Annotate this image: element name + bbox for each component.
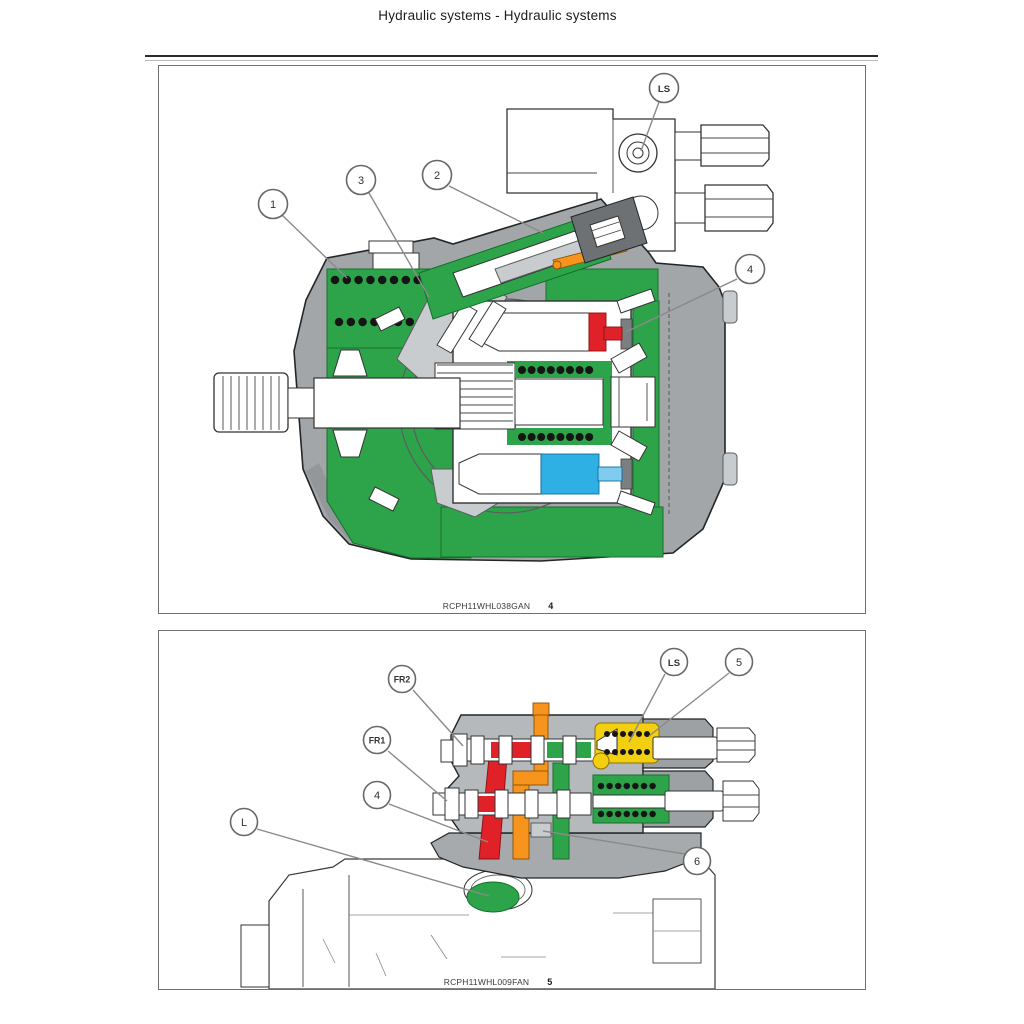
svg-text:2: 2 xyxy=(433,170,441,182)
pump-housing-outline xyxy=(241,855,715,989)
figure-1-number: 4 xyxy=(548,601,554,611)
passage-junction xyxy=(531,823,551,837)
svg-text:4: 4 xyxy=(746,264,754,276)
svg-text:LS: LS xyxy=(657,84,671,95)
header-rule xyxy=(145,55,878,61)
figure-2-drawing xyxy=(159,631,865,989)
figure-1-pump-cross-section xyxy=(158,65,866,614)
figure-2-code: RCPH11WHL009FAN xyxy=(443,977,530,987)
spool-fr2 xyxy=(441,734,597,766)
svg-text:L: L xyxy=(240,817,248,829)
svg-text:3: 3 xyxy=(357,175,365,187)
ls-port-boss xyxy=(619,134,657,172)
svg-text:5: 5 xyxy=(735,657,743,669)
figure-1-code: RCPH11WHL038GAN xyxy=(442,601,531,611)
page-title: Hydraulic systems - Hydraulic systems xyxy=(378,8,617,23)
orange-port-nub xyxy=(533,703,549,716)
figure-2-number: 5 xyxy=(547,977,553,987)
svg-text:FR1: FR1 xyxy=(368,735,386,746)
svg-text:1: 1 xyxy=(269,199,277,211)
spool-fr1 xyxy=(433,788,591,820)
ls-valve-yellow xyxy=(593,723,659,769)
svg-text:LS: LS xyxy=(667,658,681,669)
callout-1 xyxy=(259,190,348,279)
figure-1-drawing xyxy=(159,66,865,613)
svg-text:6: 6 xyxy=(693,856,701,868)
svg-text:4: 4 xyxy=(373,790,381,802)
figure-1-caption xyxy=(145,601,851,611)
callout-fr2 xyxy=(389,666,464,747)
figure-2-caption xyxy=(145,977,851,987)
svg-text:FR2: FR2 xyxy=(393,674,411,685)
cylinder-block xyxy=(435,289,655,515)
figure-2-valve-cross-section xyxy=(158,630,866,990)
